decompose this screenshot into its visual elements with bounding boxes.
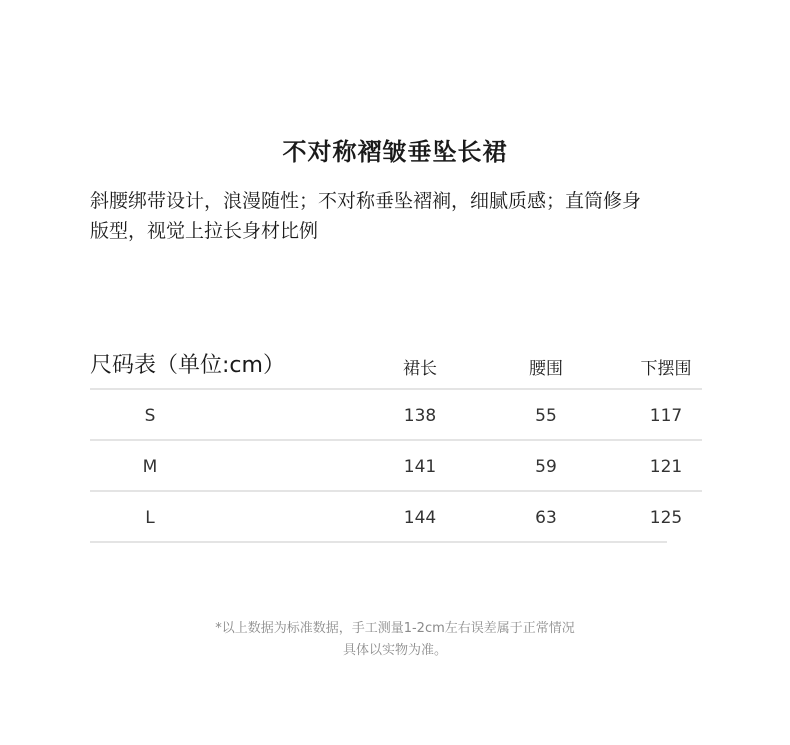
waist-cell: 59	[535, 457, 557, 477]
table-row	[90, 390, 702, 441]
product-title: 不对称褶皱垂坠长裙	[282, 138, 508, 166]
product-description	[90, 186, 710, 246]
column-header-hem: 下摆围	[640, 359, 692, 379]
size-table-title: 尺码表（单位:cm）	[90, 353, 285, 378]
table-row	[90, 492, 683, 543]
measurement-footnote	[0, 618, 790, 662]
waist-cell: 63	[535, 508, 557, 528]
description-line-2: 版型，视觉上拉长身材比例	[90, 220, 319, 242]
footnote-line-1: *以上数据为标准数据，手工测量1-2cm左右误差属于正常情况	[215, 621, 575, 636]
hem-cell: 121	[649, 457, 683, 477]
column-header-length: 裙长	[403, 359, 437, 379]
size-table-header	[90, 340, 702, 390]
size-cell: M	[142, 457, 158, 477]
size-cell: L	[145, 508, 155, 528]
length-cell: 144	[403, 508, 437, 528]
waist-cell: 55	[535, 406, 557, 426]
length-cell: 141	[403, 457, 437, 477]
size-cell: S	[144, 406, 156, 426]
column-header-waist: 腰围	[529, 359, 563, 379]
description-line-1: 斜腰绑带设计，浪漫随性；不对称垂坠褶裥，细腻质感；直筒修身	[90, 190, 642, 212]
length-cell: 138	[403, 406, 437, 426]
size-table	[90, 340, 702, 543]
table-row	[90, 441, 702, 492]
hem-cell: 125	[649, 508, 683, 528]
footnote-line-2: 具体以实物为准。	[342, 643, 447, 658]
hem-cell: 117	[649, 406, 683, 426]
